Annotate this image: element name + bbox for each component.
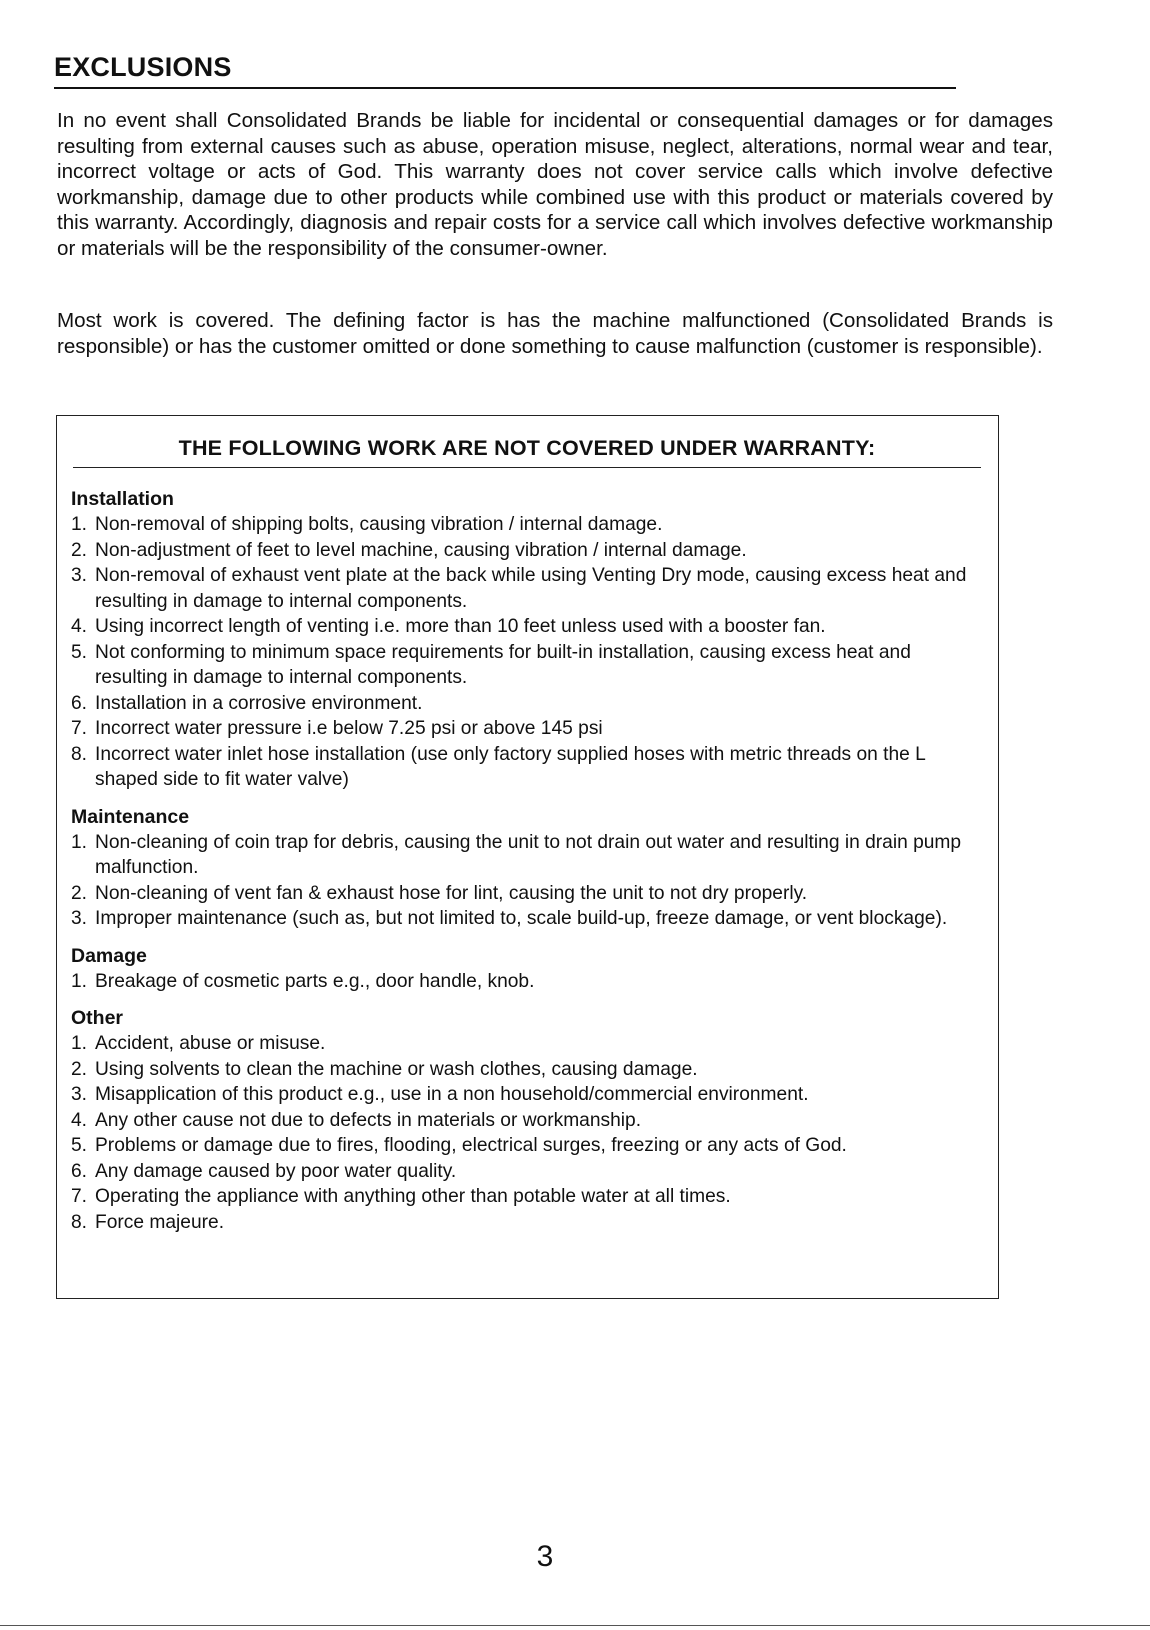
list-item xyxy=(71,742,971,793)
list-item-number: 4. xyxy=(71,616,88,637)
list-item-text: Installation in a corrosive environment. xyxy=(95,692,423,714)
list-item xyxy=(71,1082,971,1108)
list-item xyxy=(71,1057,971,1083)
list-item xyxy=(71,512,971,538)
list-item-number: 2. xyxy=(71,882,88,904)
list-item xyxy=(71,1184,971,1210)
list-item xyxy=(71,614,971,640)
list-item-number: 8. xyxy=(71,743,88,765)
section-damage xyxy=(71,943,971,995)
list-item-text: Not conforming to minimum space requirements for built-in installation, causing excess heat and resulting in damage to internal components. xyxy=(95,641,911,688)
list-item-number: 2. xyxy=(71,1058,88,1080)
list-item-text: Incorrect water inlet hose installation (use only factory supplied hoses with metric threads on the L shaped side to fit water valve) xyxy=(95,743,926,790)
page-heading: EXCLUSIONS xyxy=(54,52,956,89)
coverage-paragraph: Most work is covered. The defining factor is has the machine malfunctioned (Consolidated Brands is responsible) or has the customer omitted or done something to cause malfunction (customer is responsible). xyxy=(57,309,1053,358)
section-list xyxy=(71,1031,971,1235)
list-item-number: 1. xyxy=(71,970,88,992)
list-item-text: Force majeure. xyxy=(95,1211,225,1233)
list-item xyxy=(71,691,971,717)
section-list xyxy=(71,830,971,932)
list-item-text: Misapplication of this product e.g., use in a non household/commercial environment. xyxy=(95,1084,809,1105)
section-list xyxy=(71,969,971,995)
list-item-text: Any damage caused by poor water quality. xyxy=(95,1160,457,1182)
list-item-text: Problems or damage due to fires, flooding, electrical surges, freezing or any acts of God. xyxy=(95,1135,847,1156)
list-item-text: Any other cause not due to defects in materials or workmanship. xyxy=(95,1109,642,1131)
list-item xyxy=(71,1159,971,1185)
list-item xyxy=(71,563,971,614)
list-item-number: 5. xyxy=(71,641,88,663)
list-item-text: Non-cleaning of vent fan & exhaust hose for lint, causing the unit to not dry properly. xyxy=(95,882,808,904)
list-item xyxy=(71,1133,971,1159)
list-item-text: Non-adjustment of feet to level machine, causing vibration / internal damage. xyxy=(95,539,747,561)
list-item-text: Using solvents to clean the machine or wash clothes, causing damage. xyxy=(95,1058,698,1080)
bottom-rule xyxy=(0,1625,1150,1626)
section-title: Other xyxy=(71,1007,124,1029)
list-item-text: Breakage of cosmetic parts e.g., door handle, knob. xyxy=(95,970,535,992)
list-item xyxy=(71,538,971,564)
list-item-number: 8. xyxy=(71,1211,88,1233)
list-item-text: Incorrect water pressure i.e below 7.25 psi or above 145 psi xyxy=(95,718,603,739)
list-item-text: Non-removal of exhaust vent plate at the back while using Venting Dry mode, causing excess heat and resulting in damage to internal components. xyxy=(95,565,967,612)
list-item-text: Improper maintenance (such as, but not limited to, scale build-up, freeze damage, or vent blockage). xyxy=(95,908,948,929)
list-item xyxy=(71,1108,971,1134)
section-list xyxy=(71,512,971,793)
list-item-text: Accident, abuse or misuse. xyxy=(95,1033,326,1054)
page-number: 3 xyxy=(536,1540,554,1573)
list-item-number: 7. xyxy=(71,718,88,739)
not-covered-title: THE FOLLOWING WORK ARE NOT COVERED UNDER WARRANTY: xyxy=(73,436,981,468)
section-other xyxy=(71,1005,971,1235)
exclusions-paragraph: In no event shall Consolidated Brands be liable for incidental or consequential damages or for damages resulting from external causes such as abuse, operation misuse, neglect, alterations, normal wear and tear, incorrect voltage or acts of God. This warranty does not cover service calls which involve defective workmanship, damage due to other products while combined use with this product or materials covered by this warranty. Accordingly, diagnosis and repair costs for a service call which involves defective workmanship or materials will be the responsibility of the consumer-owner. xyxy=(57,109,1053,260)
list-item xyxy=(71,716,971,742)
list-item-number: 1. xyxy=(71,514,88,535)
list-item-number: 4. xyxy=(71,1109,88,1131)
not-covered-box xyxy=(56,415,999,1299)
list-item-number: 3. xyxy=(71,1084,88,1105)
list-item xyxy=(71,1210,971,1236)
section-title: Maintenance xyxy=(71,805,190,828)
not-covered-sections xyxy=(71,486,971,1246)
list-item-number: 7. xyxy=(71,1186,88,1207)
list-item-text: Non-removal of shipping bolts, causing vibration / internal damage. xyxy=(95,514,663,535)
list-item xyxy=(71,1031,971,1057)
list-item-text: Non-cleaning of coin trap for debris, causing the unit to not drain out water and resulting in drain pump malfunction. xyxy=(95,831,962,878)
list-item-text: Operating the appliance with anything other than potable water at all times. xyxy=(95,1186,731,1207)
section-installation xyxy=(71,486,971,793)
section-title: Installation xyxy=(71,488,174,510)
list-item-number: 6. xyxy=(71,1160,88,1182)
list-item-number: 1. xyxy=(71,1033,88,1054)
list-item xyxy=(71,969,971,995)
list-item-text: Using incorrect length of venting i.e. more than 10 feet unless used with a booster fan. xyxy=(95,616,826,637)
list-item-number: 3. xyxy=(71,565,88,586)
list-item-number: 2. xyxy=(71,539,88,561)
list-item xyxy=(71,906,971,932)
list-item-number: 3. xyxy=(71,908,88,929)
list-item xyxy=(71,640,971,691)
list-item-number: 5. xyxy=(71,1135,88,1156)
section-maintenance xyxy=(71,804,971,932)
list-item-number: 1. xyxy=(71,831,88,853)
list-item xyxy=(71,830,971,881)
section-title: Damage xyxy=(71,944,147,967)
list-item xyxy=(71,881,971,907)
list-item-number: 6. xyxy=(71,692,88,714)
